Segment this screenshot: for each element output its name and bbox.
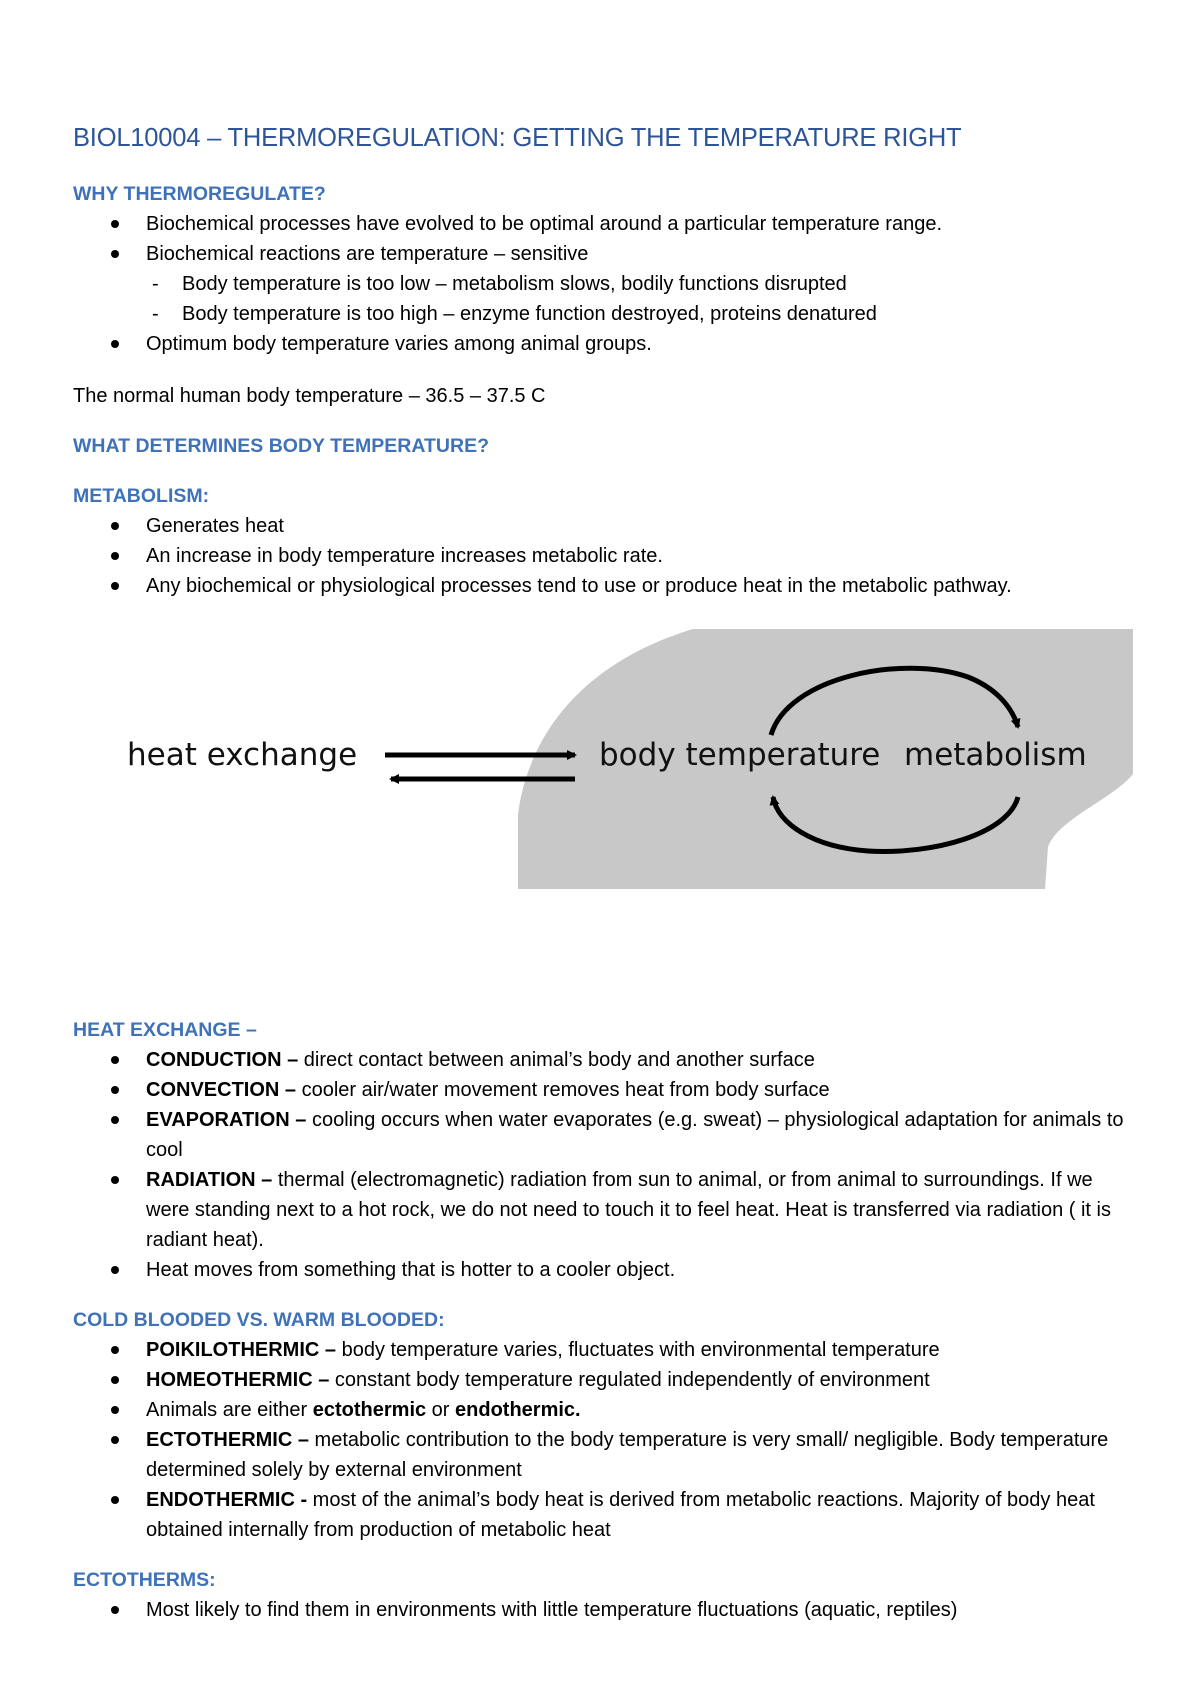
ectotherms-list — [73, 1595, 1133, 1625]
heat-exchange-list — [73, 1045, 1133, 1285]
list-item: ENDOTHERMIC - most of the animal’s body heat is derived from metabolic reactions. Majority of body heat obtained internally from production of metabolic heat — [73, 1485, 1133, 1545]
list-item: CONDUCTION – direct contact between animal’s body and another surface — [73, 1045, 1133, 1075]
bullet-icon — [111, 1376, 119, 1384]
section-heading-why: WHY THERMOREGULATE? — [73, 183, 326, 205]
sub-list-item: - Body temperature is too high – enzyme function destroyed, proteins denatured — [73, 299, 1133, 329]
section-heading-ectotherms: ECTOTHERMS: — [73, 1569, 216, 1591]
list-item: An increase in body temperature increases metabolic rate. — [73, 541, 1133, 571]
bullet-icon — [111, 1266, 119, 1274]
diagram-label-heat-exchange: heat exchange — [127, 737, 358, 773]
list-item: Biochemical processes have evolved to be optimal around a particular temperature range. — [73, 209, 1133, 239]
bullet-icon — [111, 250, 119, 258]
bullet-icon — [111, 1346, 119, 1354]
list-item: HOMEOTHERMIC – constant body temperature regulated independently of environment — [73, 1365, 1133, 1395]
page-title: BIOL10004 – THERMOREGULATION: GETTING THE TEMPERATURE RIGHT — [73, 124, 962, 152]
bullet-icon — [111, 1176, 119, 1184]
list-item: POIKILOTHERMIC – body temperature varies, fluctuates with environmental temperature — [73, 1335, 1133, 1365]
list-item: Biochemical reactions are temperature – sensitive — [73, 239, 1133, 269]
bullet-icon — [111, 552, 119, 560]
bullet-icon — [111, 1086, 119, 1094]
list-item: Optimum body temperature varies among animal groups. — [73, 329, 1133, 359]
bullet-icon — [111, 1406, 119, 1414]
bullet-icon — [111, 1436, 119, 1444]
document-content — [73, 124, 1133, 1625]
list-item: EVAPORATION – cooling occurs when water evaporates (e.g. sweat) – physiological adaptation for animals to cool — [73, 1105, 1133, 1165]
bullet-icon — [111, 1606, 119, 1614]
bullet-icon — [111, 1116, 119, 1124]
bullet-icon — [111, 1056, 119, 1064]
heat-balance-diagram — [73, 629, 1133, 891]
why-list-continued — [73, 329, 1133, 359]
list-item: Animals are either ectothermic or endothermic. — [73, 1395, 1133, 1425]
list-item: Most likely to find them in environments with little temperature fluctuations (aquatic, reptiles) — [73, 1595, 1133, 1625]
diagram-label-body-temperature: body temperature — [599, 737, 881, 773]
list-item: Heat moves from something that is hotter to a cooler object. — [73, 1255, 1133, 1285]
dash-marker: - — [152, 273, 159, 295]
cold-warm-list — [73, 1335, 1133, 1545]
why-sublist — [73, 269, 1133, 329]
why-list — [73, 209, 1133, 269]
normal-temperature-text: The normal human body temperature – 36.5 – 37.5 C — [73, 385, 546, 407]
bullet-icon — [111, 582, 119, 590]
section-heading-heat-exchange: HEAT EXCHANGE – — [73, 1019, 257, 1041]
section-heading-determines: WHAT DETERMINES BODY TEMPERATURE? — [73, 435, 490, 457]
bullet-icon — [111, 522, 119, 530]
dash-marker: - — [152, 303, 159, 325]
diagram-label-metabolism: metabolism — [904, 737, 1087, 773]
list-item: RADIATION – thermal (electromagnetic) radiation from sun to animal, or from animal to surroundings. If we were standing next to a hot rock, we do not need to touch it to feel heat. Heat is transferred via radiation ( it is radiant heat). — [73, 1165, 1133, 1255]
section-heading-metabolism: METABOLISM: — [73, 485, 210, 507]
bullet-icon — [111, 340, 119, 348]
list-item: CONVECTION – cooler air/water movement removes heat from body surface — [73, 1075, 1133, 1105]
bullet-icon — [111, 220, 119, 228]
section-heading-cold-warm: COLD BLOODED VS. WARM BLOODED: — [73, 1309, 445, 1331]
sub-list-item: - Body temperature is too low – metabolism slows, bodily functions disrupted — [73, 269, 1133, 299]
list-item: Any biochemical or physiological processes tend to use or produce heat in the metabolic pathway. — [73, 571, 1133, 601]
metabolism-list — [73, 511, 1133, 601]
list-item: Generates heat — [73, 511, 1133, 541]
bullet-icon — [111, 1496, 119, 1504]
list-item: ECTOTHERMIC – metabolic contribution to the body temperature is very small/ negligible. Body temperature determined solely by external environment — [73, 1425, 1133, 1485]
